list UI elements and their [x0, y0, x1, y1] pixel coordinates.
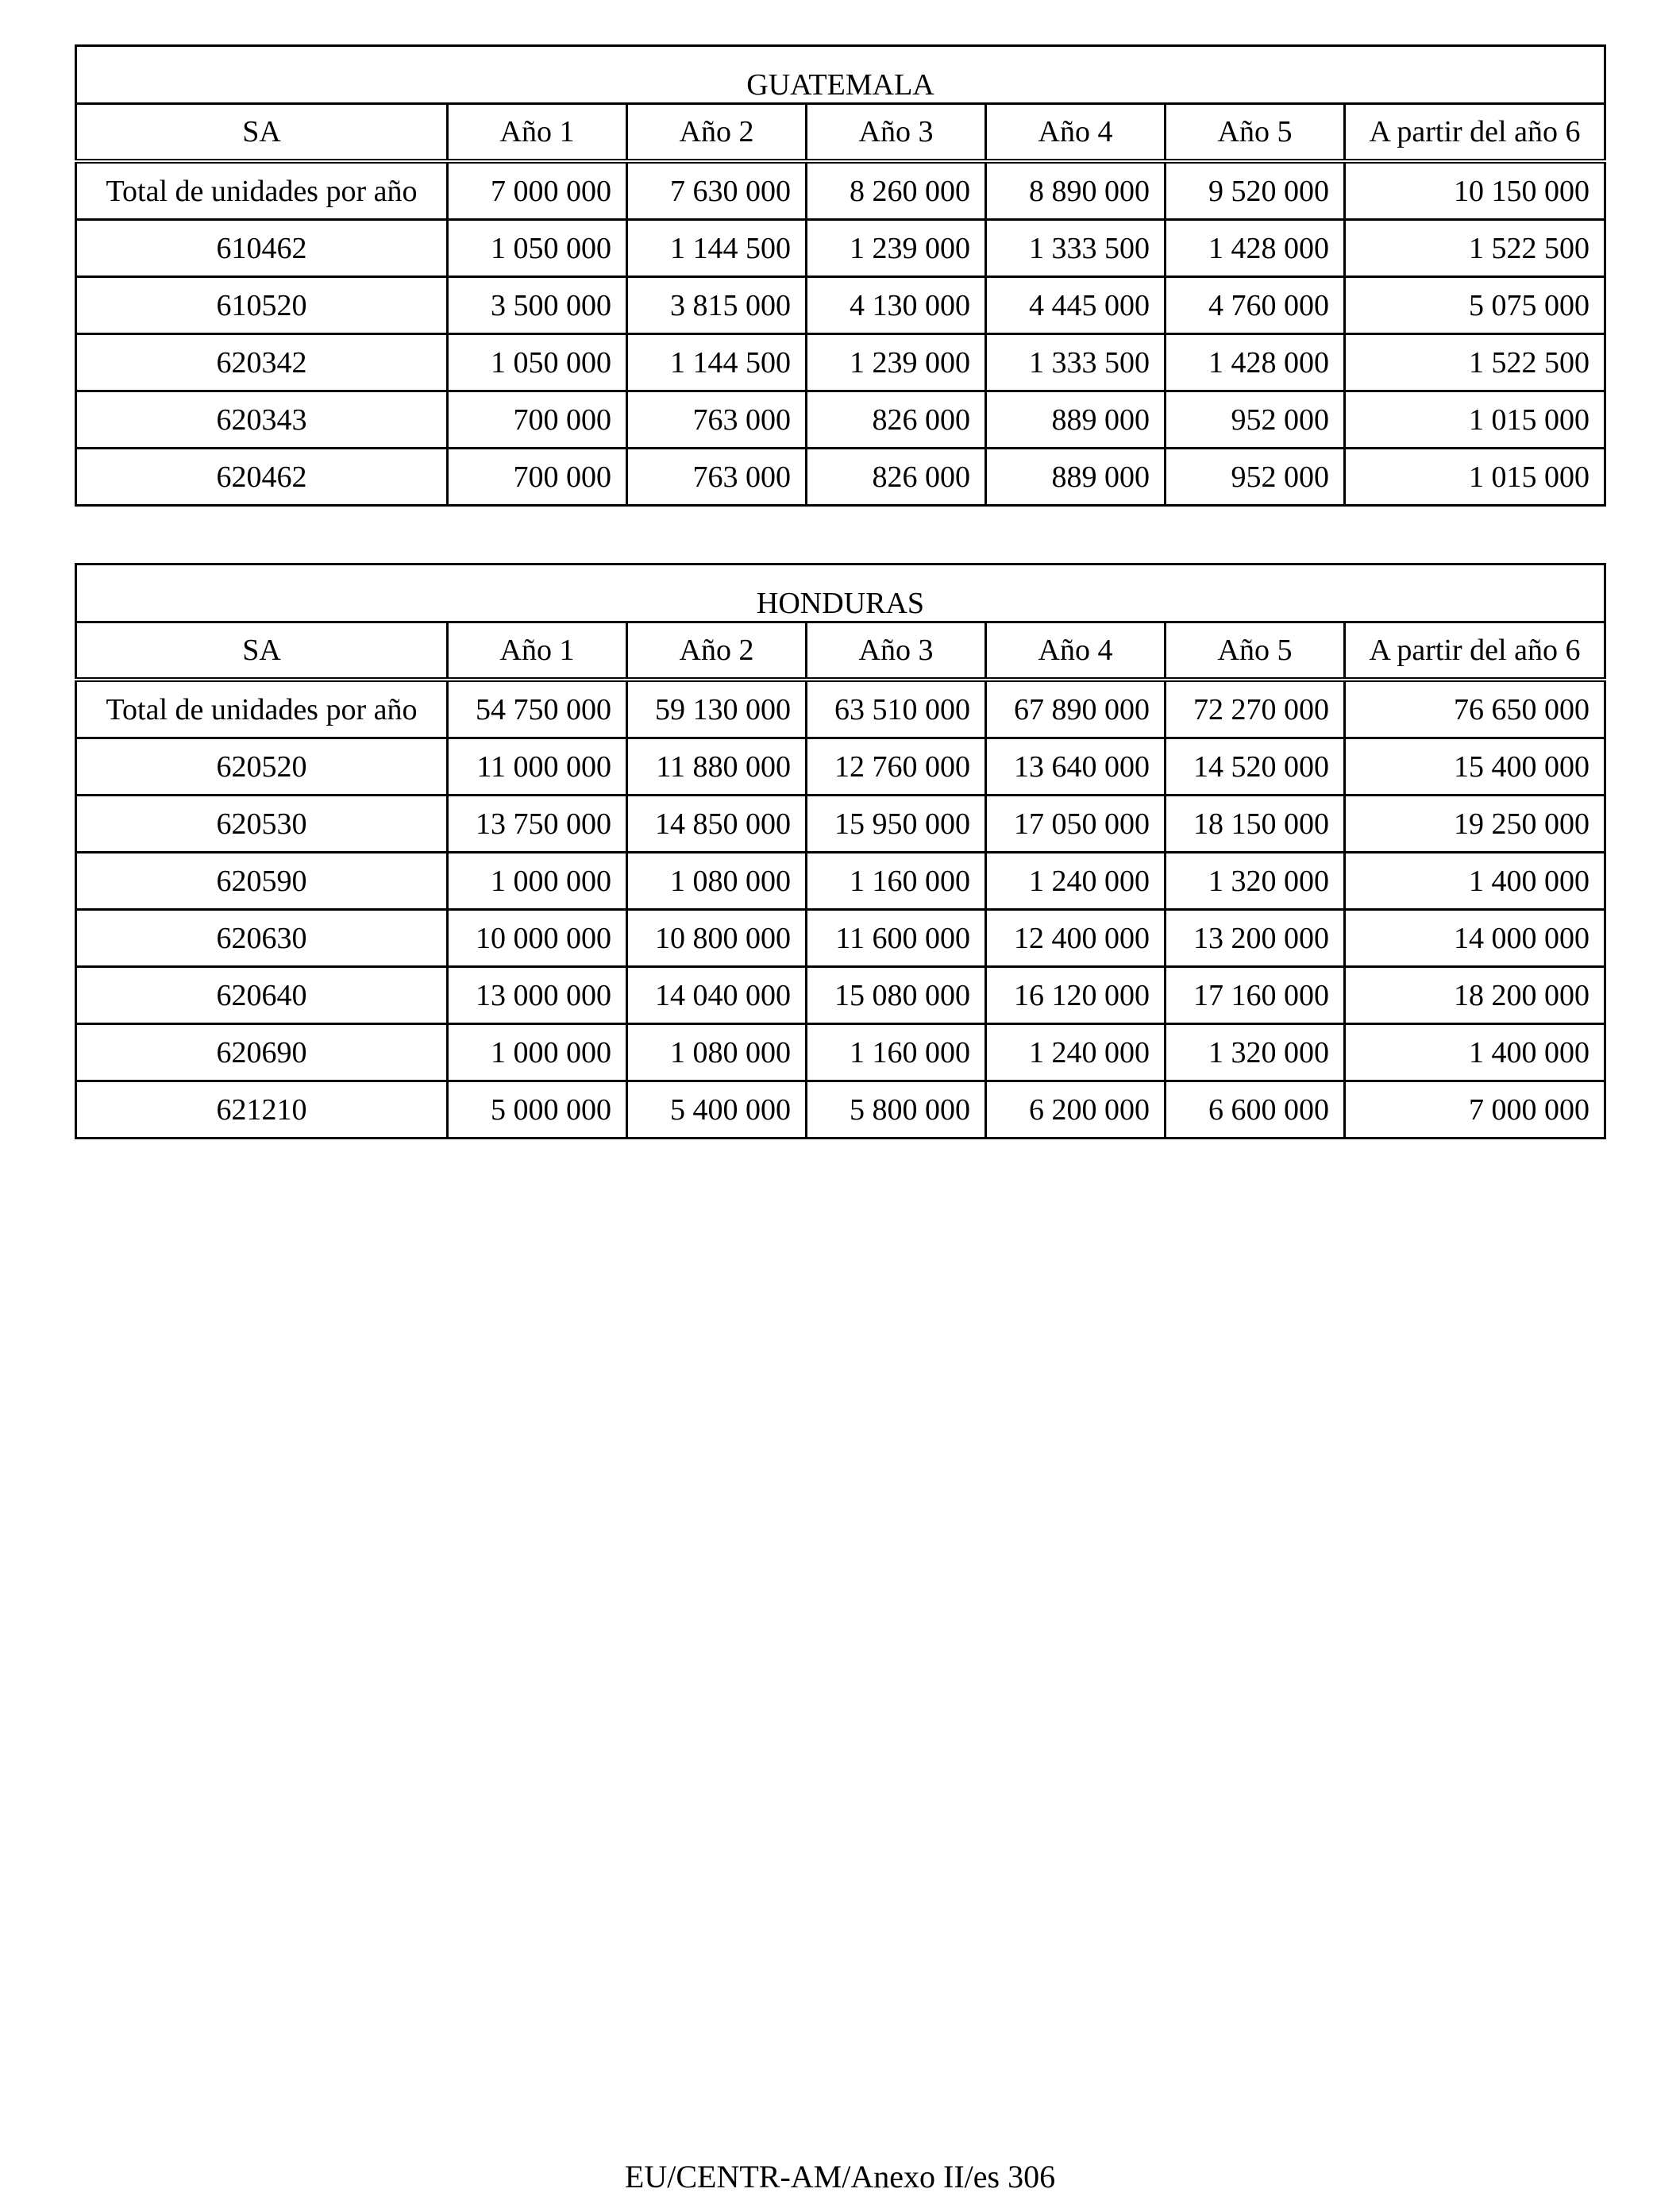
total-row	[76, 680, 1605, 738]
table-cell: 1 015 000	[1345, 449, 1605, 506]
table-cell: 763 000	[627, 391, 807, 449]
table-cell: 700 000	[448, 391, 627, 449]
table-cell: 1 428 000	[1166, 334, 1345, 391]
table-cell: 15 950 000	[807, 796, 986, 853]
table-cell: 1 000 000	[448, 1024, 627, 1081]
row-label: Total de unidades por año	[76, 161, 448, 220]
table-cell: 72 270 000	[1166, 680, 1345, 738]
table-cell: 1 239 000	[807, 220, 986, 277]
table-cell: 63 510 000	[807, 680, 986, 738]
table-row	[76, 277, 1605, 334]
table-cell: 13 640 000	[986, 738, 1166, 796]
table-cell: 7 000 000	[1345, 1081, 1605, 1139]
table-cell: 11 600 000	[807, 910, 986, 967]
table-cell: 889 000	[986, 391, 1166, 449]
table-cell: 952 000	[1166, 449, 1345, 506]
table-cell: 6 200 000	[986, 1081, 1166, 1139]
table-cell: 12 760 000	[807, 738, 986, 796]
total-row	[76, 161, 1605, 220]
table-cell: 76 650 000	[1345, 680, 1605, 738]
row-label: 620630	[76, 910, 448, 967]
table-cell: 1 522 500	[1345, 220, 1605, 277]
table-cell: 1 000 000	[448, 853, 627, 910]
table-cell: 1 239 000	[807, 334, 986, 391]
table-cell: 18 200 000	[1345, 967, 1605, 1024]
table-cell: 4 130 000	[807, 277, 986, 334]
table-cell: 1 240 000	[986, 1024, 1166, 1081]
column-header: Año 3	[807, 622, 986, 680]
column-header: Año 5	[1166, 104, 1345, 162]
row-label: 620342	[76, 334, 448, 391]
column-header: A partir del año 6	[1345, 104, 1605, 162]
table-cell: 16 120 000	[986, 967, 1166, 1024]
table-cell: 826 000	[807, 391, 986, 449]
row-label: 620690	[76, 1024, 448, 1081]
table-title: GUATEMALA	[76, 46, 1605, 104]
table-cell: 13 200 000	[1166, 910, 1345, 967]
table-cell: 3 815 000	[627, 277, 807, 334]
table-row	[76, 220, 1605, 277]
table-row	[76, 391, 1605, 449]
table-cell: 10 150 000	[1345, 161, 1605, 220]
table-cell: 12 400 000	[986, 910, 1166, 967]
table-cell: 1 320 000	[1166, 1024, 1345, 1081]
table-cell: 8 260 000	[807, 161, 986, 220]
table-row	[76, 910, 1605, 967]
column-header-sa: SA	[76, 104, 448, 162]
column-header: A partir del año 6	[1345, 622, 1605, 680]
quota-table-guatemala	[75, 44, 1606, 507]
table-cell: 4 760 000	[1166, 277, 1345, 334]
table-cell: 1 522 500	[1345, 334, 1605, 391]
row-label: 620462	[76, 449, 448, 506]
row-label: 620530	[76, 796, 448, 853]
table-row	[76, 796, 1605, 853]
row-label: 620640	[76, 967, 448, 1024]
table-cell: 10 000 000	[448, 910, 627, 967]
table-cell: 1 050 000	[448, 334, 627, 391]
table-cell: 14 520 000	[1166, 738, 1345, 796]
table-cell: 17 050 000	[986, 796, 1166, 853]
table-row	[76, 1024, 1605, 1081]
table-cell: 9 520 000	[1166, 161, 1345, 220]
column-header: Año 4	[986, 622, 1166, 680]
table-cell: 826 000	[807, 449, 986, 506]
table-cell: 1 015 000	[1345, 391, 1605, 449]
table-cell: 889 000	[986, 449, 1166, 506]
table-cell: 8 890 000	[986, 161, 1166, 220]
table-cell: 5 400 000	[627, 1081, 807, 1139]
table-cell: 7 000 000	[448, 161, 627, 220]
table-cell: 14 040 000	[627, 967, 807, 1024]
header-row	[76, 622, 1605, 680]
table-cell: 952 000	[1166, 391, 1345, 449]
column-header: Año 1	[448, 622, 627, 680]
table-cell: 1 080 000	[627, 853, 807, 910]
table-cell: 14 850 000	[627, 796, 807, 853]
table-cell: 6 600 000	[1166, 1081, 1345, 1139]
table-cell: 13 000 000	[448, 967, 627, 1024]
column-header: Año 3	[807, 104, 986, 162]
table-cell: 17 160 000	[1166, 967, 1345, 1024]
table-cell: 1 160 000	[807, 1024, 986, 1081]
table-cell: 11 880 000	[627, 738, 807, 796]
table-cell: 10 800 000	[627, 910, 807, 967]
table-cell: 1 240 000	[986, 853, 1166, 910]
table-cell: 763 000	[627, 449, 807, 506]
table-cell: 7 630 000	[627, 161, 807, 220]
table-cell: 700 000	[448, 449, 627, 506]
quota-table-honduras	[75, 563, 1606, 1139]
table-cell: 1 428 000	[1166, 220, 1345, 277]
table-cell: 1 080 000	[627, 1024, 807, 1081]
table-cell: 1 160 000	[807, 853, 986, 910]
table-title: HONDURAS	[76, 564, 1605, 622]
table-row	[76, 449, 1605, 506]
row-label: 610462	[76, 220, 448, 277]
table-cell: 13 750 000	[448, 796, 627, 853]
page-footer-reference: EU/CENTR-AM/Anexo II/es 306	[624, 2159, 1056, 2194]
header-row	[76, 104, 1605, 162]
column-header: Año 5	[1166, 622, 1345, 680]
table-cell: 1 400 000	[1345, 853, 1605, 910]
table-cell: 1 333 500	[986, 220, 1166, 277]
table-cell: 1 333 500	[986, 334, 1166, 391]
table-cell: 3 500 000	[448, 277, 627, 334]
table-cell: 1 144 500	[627, 220, 807, 277]
table-cell: 54 750 000	[448, 680, 627, 738]
table-row	[76, 967, 1605, 1024]
table-cell: 19 250 000	[1345, 796, 1605, 853]
row-label: Total de unidades por año	[76, 680, 448, 738]
column-header: Año 4	[986, 104, 1166, 162]
row-label: 620520	[76, 738, 448, 796]
table-cell: 1 400 000	[1345, 1024, 1605, 1081]
table-cell: 11 000 000	[448, 738, 627, 796]
row-label: 620590	[76, 853, 448, 910]
table-row	[76, 853, 1605, 910]
row-label: 621210	[76, 1081, 448, 1139]
column-header: Año 2	[627, 104, 807, 162]
table-cell: 5 075 000	[1345, 277, 1605, 334]
table-cell: 1 144 500	[627, 334, 807, 391]
table-cell: 15 080 000	[807, 967, 986, 1024]
column-header: Año 1	[448, 104, 627, 162]
table-cell: 1 050 000	[448, 220, 627, 277]
table-cell: 4 445 000	[986, 277, 1166, 334]
table-cell: 5 000 000	[448, 1081, 627, 1139]
table-row	[76, 334, 1605, 391]
table-cell: 5 800 000	[807, 1081, 986, 1139]
table-cell: 59 130 000	[627, 680, 807, 738]
table-cell: 18 150 000	[1166, 796, 1345, 853]
table-cell: 1 320 000	[1166, 853, 1345, 910]
table-row	[76, 1081, 1605, 1139]
table-cell: 14 000 000	[1345, 910, 1605, 967]
column-header: Año 2	[627, 622, 807, 680]
table-cell: 15 400 000	[1345, 738, 1605, 796]
column-header-sa: SA	[76, 622, 448, 680]
row-label: 620343	[76, 391, 448, 449]
table-cell: 67 890 000	[986, 680, 1166, 738]
table-row	[76, 738, 1605, 796]
row-label: 610520	[76, 277, 448, 334]
